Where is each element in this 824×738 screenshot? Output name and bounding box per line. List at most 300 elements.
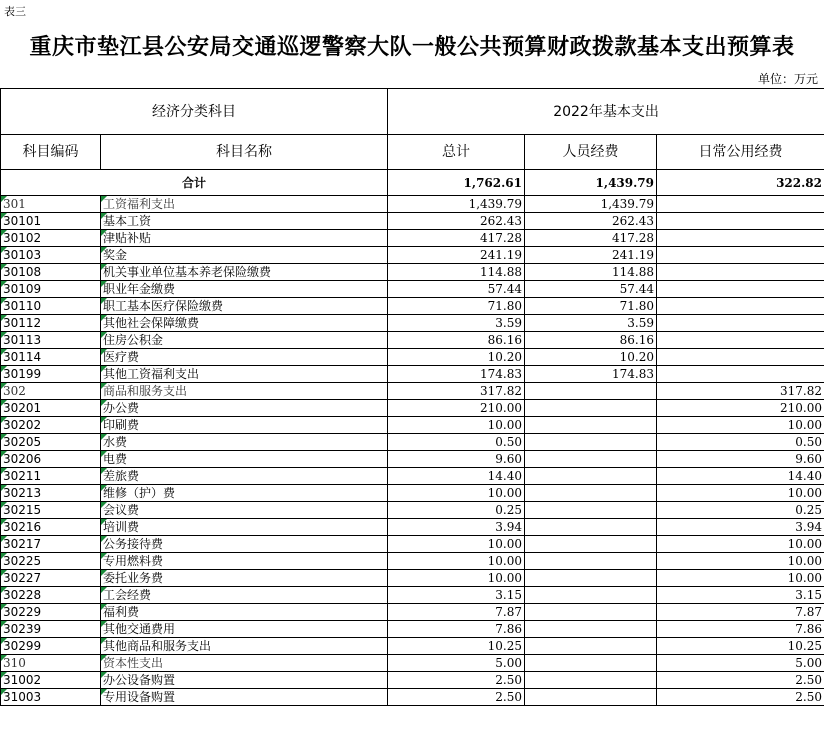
cell-marker-icon bbox=[101, 400, 107, 406]
row-total bbox=[388, 570, 525, 587]
cell-marker-icon bbox=[101, 638, 107, 644]
row-code bbox=[1, 502, 101, 519]
table-row bbox=[1, 247, 824, 264]
row-name-text: 奖金 bbox=[103, 248, 128, 262]
row-public-text: 10.25 bbox=[787, 639, 823, 653]
row-name-text: 培训费 bbox=[103, 520, 140, 534]
row-code bbox=[1, 264, 101, 281]
row-name-text: 其他社会保障缴费 bbox=[103, 316, 200, 330]
cell-marker-icon bbox=[101, 655, 107, 661]
row-name-text: 会议费 bbox=[103, 503, 140, 517]
table-label: 表三 bbox=[4, 5, 26, 18]
header-basic-expenditure: 2022年基本支出 bbox=[388, 89, 824, 135]
row-personnel bbox=[525, 264, 657, 281]
row-total-text: 14.40 bbox=[487, 469, 522, 483]
row-personnel bbox=[525, 451, 657, 468]
row-total bbox=[388, 247, 525, 264]
row-name-text: 住房公积金 bbox=[103, 333, 164, 347]
cell-marker-icon bbox=[1, 638, 7, 644]
row-name bbox=[101, 400, 388, 417]
row-name-text: 职工基本医疗保险缴费 bbox=[103, 299, 224, 313]
row-public bbox=[657, 638, 824, 655]
row-total bbox=[388, 587, 525, 604]
row-total bbox=[388, 434, 525, 451]
row-name-text: 机关事业单位基本养老保险缴费 bbox=[103, 265, 272, 279]
row-code bbox=[1, 536, 101, 553]
row-personnel bbox=[525, 485, 657, 502]
row-public-text: 9.60 bbox=[795, 452, 823, 466]
row-code bbox=[1, 587, 101, 604]
page-title: 重庆市垫江县公安局交通巡逻警察大队一般公共预算财政拨款基本支出预算表 bbox=[29, 34, 795, 60]
row-code-text: 30112 bbox=[3, 316, 42, 330]
table-row bbox=[1, 400, 824, 417]
row-total-text: 417.28 bbox=[480, 231, 522, 245]
row-total-text: 10.00 bbox=[487, 486, 522, 500]
row-public-text: 210.00 bbox=[780, 401, 823, 415]
row-code bbox=[1, 553, 101, 570]
row-public bbox=[657, 485, 824, 502]
row-total-text: 10.00 bbox=[487, 571, 522, 585]
row-code-text: 30114 bbox=[3, 350, 42, 364]
cell-marker-icon bbox=[101, 230, 107, 236]
row-name-text: 其他工资福利支出 bbox=[103, 367, 200, 381]
cell-marker-icon bbox=[101, 434, 107, 440]
cell-marker-icon bbox=[1, 264, 7, 270]
row-total-text: 262.43 bbox=[480, 214, 522, 228]
row-code-text: 31002 bbox=[3, 673, 42, 687]
row-name bbox=[101, 502, 388, 519]
row-code-text: 30217 bbox=[3, 537, 42, 551]
row-code bbox=[1, 315, 101, 332]
cell-marker-icon bbox=[101, 332, 107, 338]
row-total-text: 210.00 bbox=[480, 401, 522, 415]
row-public-text: 2.50 bbox=[795, 673, 823, 687]
row-code bbox=[1, 213, 101, 230]
table-row bbox=[1, 332, 824, 349]
row-name-text: 电费 bbox=[103, 452, 128, 466]
row-total bbox=[388, 536, 525, 553]
row-personnel-text: 10.20 bbox=[619, 350, 654, 364]
row-personnel-text: 114.88 bbox=[612, 265, 654, 279]
row-public-text: 10.00 bbox=[787, 571, 823, 585]
row-code bbox=[1, 604, 101, 621]
row-public bbox=[657, 332, 824, 349]
row-name-text: 医疗费 bbox=[103, 350, 140, 364]
row-name bbox=[101, 383, 388, 400]
row-total bbox=[388, 400, 525, 417]
row-public bbox=[657, 383, 824, 400]
row-public bbox=[657, 689, 824, 706]
cell-marker-icon bbox=[1, 587, 7, 593]
row-total-text: 241.19 bbox=[480, 248, 522, 262]
total-label: 合计 bbox=[1, 170, 388, 196]
row-code bbox=[1, 196, 101, 213]
row-personnel bbox=[525, 672, 657, 689]
row-name bbox=[101, 298, 388, 315]
cell-marker-icon bbox=[101, 281, 107, 287]
row-personnel bbox=[525, 349, 657, 366]
row-name-text: 专用燃料费 bbox=[103, 554, 164, 568]
row-name bbox=[101, 281, 388, 298]
row-name-text: 工会经费 bbox=[103, 588, 152, 602]
row-total bbox=[388, 502, 525, 519]
row-public-text: 0.25 bbox=[795, 503, 823, 517]
cell-marker-icon bbox=[1, 621, 7, 627]
header-code: 科目编码 bbox=[1, 135, 101, 170]
row-name-text: 办公费 bbox=[103, 401, 140, 415]
cell-marker-icon bbox=[1, 553, 7, 559]
total-public: 322.82 bbox=[657, 170, 824, 196]
row-code bbox=[1, 570, 101, 587]
row-personnel-text: 241.19 bbox=[612, 248, 654, 262]
row-public bbox=[657, 570, 824, 587]
row-name-text: 维修（护）费 bbox=[103, 486, 176, 500]
row-code-text: 30101 bbox=[3, 214, 42, 228]
row-code-text: 30211 bbox=[3, 469, 42, 483]
row-total-text: 71.80 bbox=[487, 299, 522, 313]
total-row bbox=[1, 170, 824, 196]
row-total-text: 10.20 bbox=[487, 350, 522, 364]
row-personnel bbox=[525, 281, 657, 298]
row-public bbox=[657, 502, 824, 519]
row-total bbox=[388, 332, 525, 349]
row-total bbox=[388, 281, 525, 298]
cell-marker-icon bbox=[101, 315, 107, 321]
row-personnel bbox=[525, 315, 657, 332]
row-personnel bbox=[525, 366, 657, 383]
row-personnel bbox=[525, 298, 657, 315]
cell-marker-icon bbox=[101, 196, 107, 202]
row-name bbox=[101, 689, 388, 706]
row-code-text: 30299 bbox=[3, 639, 42, 653]
row-personnel bbox=[525, 213, 657, 230]
row-code-text: 30213 bbox=[3, 486, 42, 500]
row-personnel-text: 262.43 bbox=[612, 214, 654, 228]
row-total bbox=[388, 349, 525, 366]
table-row bbox=[1, 519, 824, 536]
row-code bbox=[1, 417, 101, 434]
row-code-text: 30113 bbox=[3, 333, 42, 347]
row-name-text: 印刷费 bbox=[103, 418, 140, 432]
cell-marker-icon bbox=[1, 196, 7, 202]
header-row-group bbox=[1, 89, 824, 135]
row-public-text: 7.87 bbox=[795, 605, 823, 619]
row-name-text: 工资福利支出 bbox=[103, 197, 176, 211]
row-public bbox=[657, 196, 824, 213]
cell-marker-icon bbox=[101, 247, 107, 253]
cell-marker-icon bbox=[101, 213, 107, 219]
row-name bbox=[101, 621, 388, 638]
row-code bbox=[1, 655, 101, 672]
row-total bbox=[388, 468, 525, 485]
row-personnel bbox=[525, 689, 657, 706]
cell-marker-icon bbox=[1, 434, 7, 440]
row-name-text: 专用设备购置 bbox=[103, 690, 176, 704]
row-name bbox=[101, 536, 388, 553]
row-public-text: 3.15 bbox=[795, 588, 823, 602]
row-public-text: 10.00 bbox=[787, 418, 823, 432]
row-total-text: 86.16 bbox=[487, 333, 522, 347]
row-total-text: 3.59 bbox=[495, 316, 522, 330]
row-name bbox=[101, 315, 388, 332]
row-code bbox=[1, 247, 101, 264]
row-personnel bbox=[525, 638, 657, 655]
row-total-text: 57.44 bbox=[487, 282, 522, 296]
row-total bbox=[388, 298, 525, 315]
row-code bbox=[1, 332, 101, 349]
row-total-text: 0.25 bbox=[495, 503, 522, 517]
row-name-text: 商品和服务支出 bbox=[103, 384, 188, 398]
row-personnel-text: 57.44 bbox=[619, 282, 654, 296]
row-public-text: 7.86 bbox=[795, 622, 823, 636]
row-code-text: 30228 bbox=[3, 588, 42, 602]
row-code-text: 30103 bbox=[3, 248, 42, 262]
row-code bbox=[1, 349, 101, 366]
row-name bbox=[101, 451, 388, 468]
row-name-text: 福利费 bbox=[103, 605, 140, 619]
budget-table bbox=[0, 88, 824, 706]
row-name bbox=[101, 349, 388, 366]
table-row bbox=[1, 604, 824, 621]
row-code-text: 30206 bbox=[3, 452, 42, 466]
row-name bbox=[101, 417, 388, 434]
row-public bbox=[657, 587, 824, 604]
row-total-text: 3.94 bbox=[495, 520, 522, 534]
row-code bbox=[1, 621, 101, 638]
row-total bbox=[388, 315, 525, 332]
cell-marker-icon bbox=[1, 468, 7, 474]
row-personnel bbox=[525, 247, 657, 264]
table-row bbox=[1, 298, 824, 315]
row-name bbox=[101, 247, 388, 264]
row-public bbox=[657, 213, 824, 230]
row-total-text: 9.60 bbox=[495, 452, 522, 466]
cell-marker-icon bbox=[101, 383, 107, 389]
cell-marker-icon bbox=[101, 468, 107, 474]
row-personnel bbox=[525, 553, 657, 570]
row-name bbox=[101, 638, 388, 655]
row-code-text: 30205 bbox=[3, 435, 42, 449]
row-personnel bbox=[525, 604, 657, 621]
cell-marker-icon bbox=[1, 417, 7, 423]
row-code-text: 30225 bbox=[3, 554, 42, 568]
row-public bbox=[657, 451, 824, 468]
cell-marker-icon bbox=[1, 366, 7, 372]
row-total-text: 0.50 bbox=[495, 435, 522, 449]
row-public bbox=[657, 672, 824, 689]
cell-marker-icon bbox=[101, 553, 107, 559]
row-total bbox=[388, 451, 525, 468]
row-public bbox=[657, 264, 824, 281]
row-public-text: 10.00 bbox=[787, 554, 823, 568]
row-name-text: 办公设备购置 bbox=[103, 673, 176, 687]
table-row bbox=[1, 485, 824, 502]
row-name-text: 其他交通费用 bbox=[103, 622, 176, 636]
cell-marker-icon bbox=[1, 281, 7, 287]
row-total bbox=[388, 689, 525, 706]
row-code bbox=[1, 519, 101, 536]
row-code bbox=[1, 400, 101, 417]
row-total bbox=[388, 417, 525, 434]
row-public-text: 317.82 bbox=[780, 384, 823, 398]
row-code bbox=[1, 230, 101, 247]
row-total-text: 114.88 bbox=[480, 265, 522, 279]
table-row bbox=[1, 536, 824, 553]
cell-marker-icon bbox=[101, 689, 107, 695]
row-name bbox=[101, 604, 388, 621]
row-public bbox=[657, 298, 824, 315]
row-public bbox=[657, 604, 824, 621]
table-row bbox=[1, 349, 824, 366]
cell-marker-icon bbox=[101, 604, 107, 610]
row-total-text: 317.82 bbox=[480, 384, 522, 398]
row-total-text: 174.83 bbox=[480, 367, 522, 381]
row-code-text: 301 bbox=[3, 197, 26, 211]
row-code-text: 31003 bbox=[3, 690, 42, 704]
row-code bbox=[1, 485, 101, 502]
row-total bbox=[388, 196, 525, 213]
row-personnel bbox=[525, 502, 657, 519]
row-personnel-text: 174.83 bbox=[612, 367, 654, 381]
row-name bbox=[101, 434, 388, 451]
row-name bbox=[101, 485, 388, 502]
row-total bbox=[388, 672, 525, 689]
cell-marker-icon bbox=[1, 655, 7, 661]
row-personnel bbox=[525, 536, 657, 553]
cell-marker-icon bbox=[1, 519, 7, 525]
cell-marker-icon bbox=[1, 536, 7, 542]
row-public bbox=[657, 349, 824, 366]
row-code bbox=[1, 468, 101, 485]
row-code-text: 30216 bbox=[3, 520, 42, 534]
cell-marker-icon bbox=[1, 451, 7, 457]
row-personnel bbox=[525, 655, 657, 672]
row-name-text: 基本工资 bbox=[103, 214, 152, 228]
row-personnel-text: 86.16 bbox=[619, 333, 654, 347]
row-total bbox=[388, 638, 525, 655]
table-row bbox=[1, 264, 824, 281]
header-name: 科目名称 bbox=[101, 135, 388, 170]
row-public bbox=[657, 281, 824, 298]
table-row bbox=[1, 621, 824, 638]
row-personnel bbox=[525, 570, 657, 587]
row-personnel bbox=[525, 230, 657, 247]
row-code bbox=[1, 366, 101, 383]
row-public bbox=[657, 468, 824, 485]
cell-marker-icon bbox=[101, 349, 107, 355]
row-total-text: 10.00 bbox=[487, 554, 522, 568]
row-total bbox=[388, 519, 525, 536]
row-total-text: 10.00 bbox=[487, 537, 522, 551]
table-row bbox=[1, 281, 824, 298]
row-personnel bbox=[525, 196, 657, 213]
row-total-text: 7.86 bbox=[495, 622, 522, 636]
cell-marker-icon bbox=[101, 298, 107, 304]
cell-marker-icon bbox=[1, 485, 7, 491]
row-code-text: 30108 bbox=[3, 265, 42, 279]
table-row bbox=[1, 417, 824, 434]
row-public-text: 2.50 bbox=[795, 690, 823, 704]
row-code bbox=[1, 451, 101, 468]
cell-marker-icon bbox=[1, 298, 7, 304]
row-code-text: 30227 bbox=[3, 571, 42, 585]
row-code bbox=[1, 672, 101, 689]
cell-marker-icon bbox=[1, 213, 7, 219]
row-code bbox=[1, 689, 101, 706]
table-row bbox=[1, 213, 824, 230]
cell-marker-icon bbox=[1, 689, 7, 695]
row-personnel-text: 1,439.79 bbox=[600, 197, 654, 211]
table-row bbox=[1, 383, 824, 400]
row-total-text: 1,439.79 bbox=[468, 197, 522, 211]
row-name bbox=[101, 213, 388, 230]
row-name bbox=[101, 587, 388, 604]
row-total bbox=[388, 621, 525, 638]
cell-marker-icon bbox=[1, 672, 7, 678]
row-personnel bbox=[525, 468, 657, 485]
table-row bbox=[1, 434, 824, 451]
table-row bbox=[1, 196, 824, 213]
row-code-text: 30110 bbox=[3, 299, 42, 313]
row-personnel-text: 3.59 bbox=[627, 316, 654, 330]
row-code-text: 30109 bbox=[3, 282, 42, 296]
row-total bbox=[388, 383, 525, 400]
row-public-text: 10.00 bbox=[787, 486, 823, 500]
cell-marker-icon bbox=[101, 519, 107, 525]
row-public-text: 5.00 bbox=[795, 656, 823, 670]
cell-marker-icon bbox=[101, 672, 107, 678]
row-name bbox=[101, 366, 388, 383]
row-total-text: 3.15 bbox=[495, 588, 522, 602]
cell-marker-icon bbox=[101, 502, 107, 508]
row-public bbox=[657, 655, 824, 672]
row-total bbox=[388, 230, 525, 247]
table-row bbox=[1, 468, 824, 485]
row-public-text: 3.94 bbox=[795, 520, 823, 534]
row-code bbox=[1, 383, 101, 400]
unit-label: 单位：万元 bbox=[757, 72, 818, 86]
row-total bbox=[388, 264, 525, 281]
row-name-text: 公务接待费 bbox=[103, 537, 164, 551]
row-name-text: 水费 bbox=[103, 435, 128, 449]
table-row bbox=[1, 451, 824, 468]
row-public bbox=[657, 434, 824, 451]
row-name bbox=[101, 553, 388, 570]
table-row bbox=[1, 689, 824, 706]
table-row bbox=[1, 553, 824, 570]
table-row bbox=[1, 230, 824, 247]
row-code-text: 30215 bbox=[3, 503, 42, 517]
row-public bbox=[657, 400, 824, 417]
row-code-text: 30202 bbox=[3, 418, 42, 432]
total-total: 1,762.61 bbox=[388, 170, 525, 196]
row-public bbox=[657, 417, 824, 434]
row-public bbox=[657, 366, 824, 383]
row-personnel bbox=[525, 332, 657, 349]
row-personnel bbox=[525, 434, 657, 451]
row-name-text: 差旅费 bbox=[103, 469, 140, 483]
cell-marker-icon bbox=[1, 349, 7, 355]
row-personnel bbox=[525, 383, 657, 400]
row-total-text: 10.25 bbox=[487, 639, 522, 653]
row-name bbox=[101, 196, 388, 213]
row-name bbox=[101, 332, 388, 349]
row-total bbox=[388, 655, 525, 672]
row-personnel bbox=[525, 587, 657, 604]
row-total bbox=[388, 213, 525, 230]
header-total: 总计 bbox=[388, 135, 525, 170]
row-code-text: 310 bbox=[3, 656, 26, 670]
